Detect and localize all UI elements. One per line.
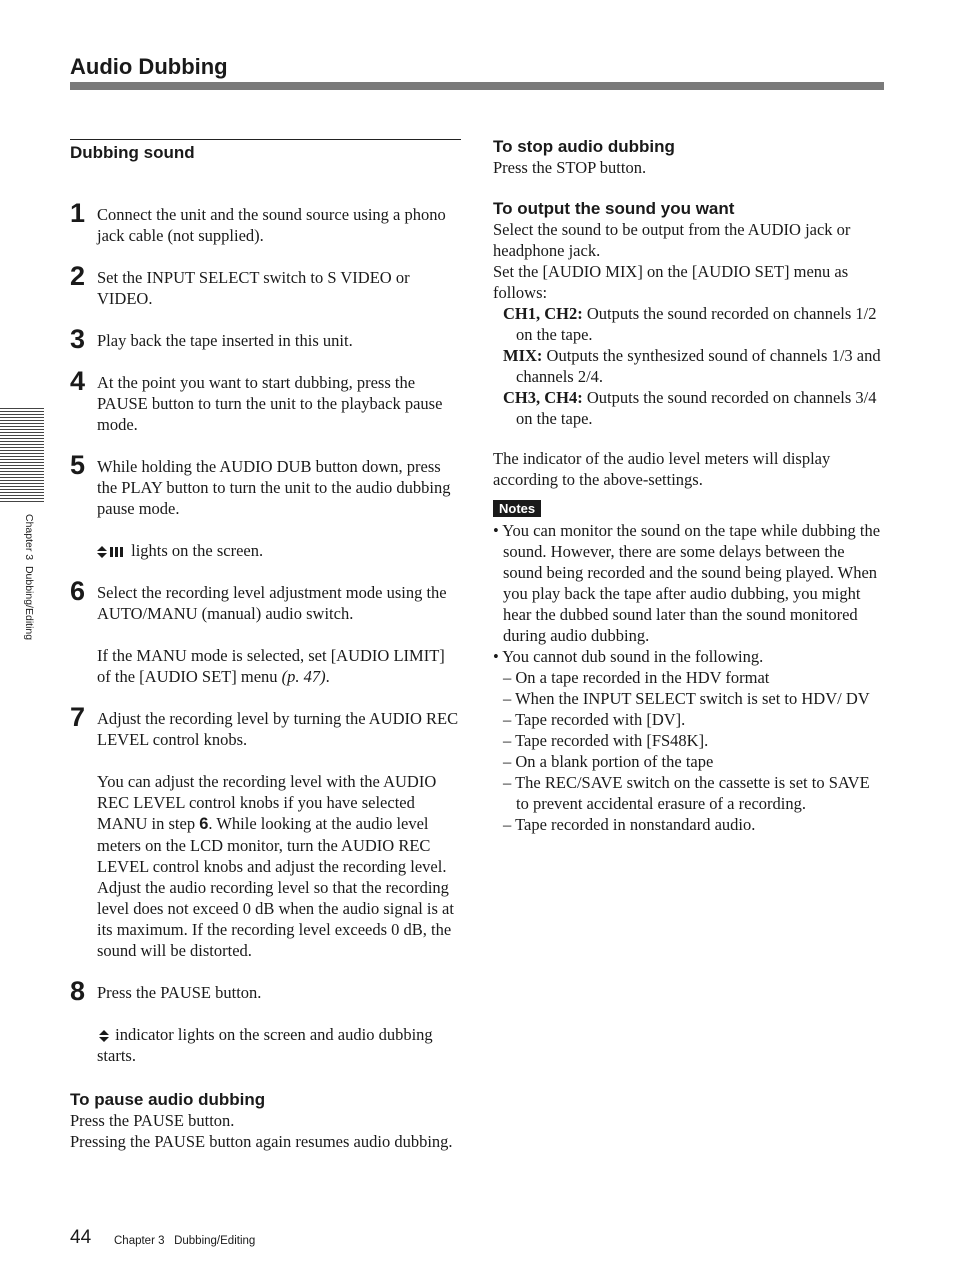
step-6	[70, 576, 461, 687]
definition-ch1-ch2	[493, 303, 885, 345]
step-note	[97, 1024, 461, 1066]
page-number: 44	[70, 1227, 92, 1248]
notes-block	[493, 497, 885, 835]
note-dash-item: – On a tape recorded in the HDV format	[503, 668, 770, 687]
step-3	[70, 324, 461, 354]
step-8	[70, 976, 461, 1066]
audio-dub-pause-icon	[97, 545, 127, 559]
section-rule	[70, 139, 461, 140]
audio-dub-icon	[97, 1029, 111, 1043]
stop-heading: To stop audio dubbing	[493, 137, 675, 156]
step-note-suffix: . While looking at the audio level meters on the LCD monitor, turn the AUDIO REC LEVEL control knobs and adjust the recording level. Adjust the audio recording level so that the recording level does not exceed 0 dB when the audio signal is at its maximum. If the recording level exceeds 0 dB, the sound will be distorted.	[97, 814, 454, 960]
step-number: 4	[70, 366, 86, 396]
step-note-text: If the MANU mode is selected, set [AUDIO LIMIT] of the [AUDIO SET] menu	[97, 646, 445, 686]
step-text: Select the recording level adjustment mode using the AUTO/MANU (manual) audio switch.	[97, 583, 447, 623]
step-number: 1	[70, 198, 86, 228]
stop-text: Press the STOP button.	[493, 158, 647, 177]
definition-mix	[493, 345, 885, 387]
note-bullet: • You can monitor the sound on the tape while dubbing the sound. However, there are some delays between the sound being recorded and the sound being played. When you play back the tape after audio dubbing, you might hear the dubbed sound later than the sound monitored during audio dubbing.	[493, 521, 881, 645]
step-number: 2	[70, 261, 86, 291]
step-text: Play back the tape inserted in this unit.	[97, 331, 353, 350]
right-column	[493, 136, 885, 835]
note-dash-item: – The REC/SAVE switch on the cassette is set to SAVE to prevent accidental erasure of a recording.	[503, 773, 870, 813]
step-number: 7	[70, 702, 86, 732]
pause-heading: To pause audio dubbing	[70, 1090, 266, 1109]
section-title: Dubbing sound	[70, 143, 195, 162]
step-note-text: lights on the screen.	[131, 541, 264, 560]
step-note-text: You can adjust the recording level with the AUDIO REC LEVEL control knobs if you have selected MANU in step	[97, 772, 437, 833]
definition-ch3-ch4	[493, 387, 885, 429]
step-text: Press the PAUSE button.	[97, 983, 262, 1002]
step-note	[97, 540, 461, 561]
step-number: 8	[70, 976, 86, 1006]
page-title: Audio Dubbing	[70, 54, 228, 79]
step-reference: 6	[199, 815, 209, 833]
output-text-2: Set the [AUDIO MIX] on the [AUDIO SET] menu as follows:	[493, 262, 849, 302]
definition-term: CH1, CH2:	[503, 304, 583, 323]
left-column	[70, 139, 461, 1152]
pause-text-1: Press the PAUSE button.	[70, 1111, 235, 1130]
step-text: Connect the unit and the sound source using a phono jack cable (not supplied).	[97, 205, 446, 245]
note-dash-item: – On a blank portion of the tape	[503, 752, 714, 771]
side-tab-label: Chapter 3 Dubbing/Editing	[23, 514, 35, 641]
pause-text-2: Pressing the PAUSE button again resumes audio dubbing.	[70, 1132, 453, 1151]
step-4	[70, 366, 461, 435]
title-bar	[70, 82, 884, 90]
step-note-text: indicator lights on the screen and audio dubbing starts.	[97, 1025, 433, 1065]
footer-chapter: Chapter 3 Dubbing/Editing	[114, 1235, 256, 1247]
definition-desc: Outputs the synthesized sound of channels 1/3 and channels 2/4.	[516, 346, 881, 386]
output-heading: To output the sound you want	[493, 199, 735, 218]
page-reference-link[interactable]: (p. 47)	[281, 667, 326, 686]
step-1	[70, 198, 461, 246]
step-text: At the point you want to start dubbing, press the PAUSE button to turn the unit to the playback pause mode.	[97, 373, 443, 434]
definition-desc: Outputs the sound recorded on channels 1/2 on the tape.	[516, 304, 877, 344]
step-text: While holding the AUDIO DUB button down, press the PLAY button to turn the unit to the audio dubbing pause mode.	[97, 457, 451, 518]
step-number: 5	[70, 450, 86, 480]
step-number: 6	[70, 576, 86, 606]
step-2	[70, 261, 461, 309]
step-number: 3	[70, 324, 86, 354]
note-dash-item: – Tape recorded with [DV].	[503, 710, 686, 729]
note-dash-item: – Tape recorded with [FS48K].	[503, 731, 709, 750]
notes-badge: Notes	[493, 500, 541, 517]
note-dash-item: – When the INPUT SELECT switch is set to HDV/ DV	[503, 689, 870, 708]
definition-term: MIX:	[503, 346, 543, 365]
definition-term: CH3, CH4:	[503, 388, 583, 407]
step-text: Set the INPUT SELECT switch to S VIDEO or VIDEO.	[97, 268, 410, 308]
note-dash-item: – Tape recorded in nonstandard audio.	[503, 815, 756, 834]
definition-desc: Outputs the sound recorded on channels 3/4 on the tape.	[516, 388, 877, 428]
step-note-suffix: .	[325, 667, 330, 686]
step-note	[97, 645, 461, 687]
output-text-1: Select the sound to be output from the AUDIO jack or headphone jack.	[493, 220, 851, 260]
side-tab-stripes	[0, 408, 44, 502]
output-text-3: The indicator of the audio level meters will display according to the above-settings.	[493, 449, 831, 489]
note-bullet: • You cannot dub sound in the following.	[493, 647, 764, 666]
step-7	[70, 702, 461, 961]
step-note	[97, 771, 461, 961]
step-text: Adjust the recording level by turning the AUDIO REC LEVEL control knobs.	[97, 709, 459, 749]
step-5	[70, 450, 461, 561]
